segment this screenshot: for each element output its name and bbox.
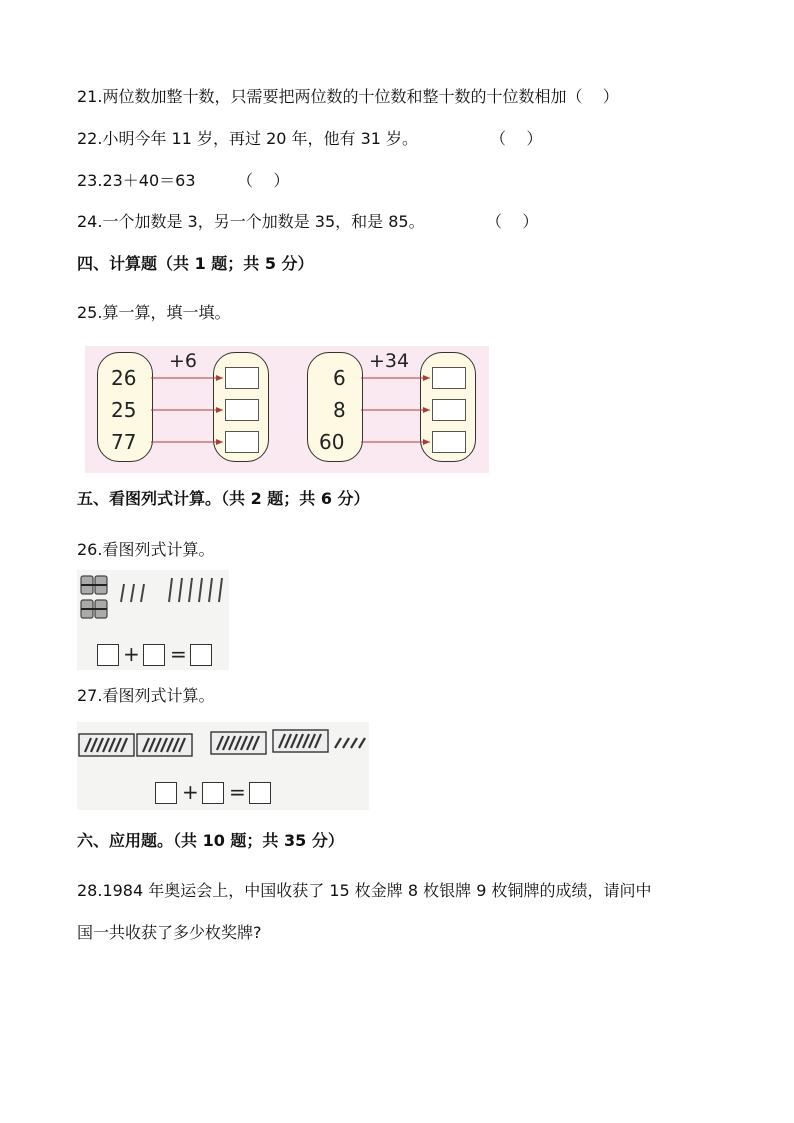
equals-sign: =: [229, 780, 246, 804]
question-21: 21.两位数加整十数，只需要把两位数的十位数和整十数的十位数相加（ ）: [77, 87, 619, 106]
question-22: 22.小明今年 11 岁，再过 20 年，他有 31 岁。: [77, 129, 419, 148]
right-number-2: 8: [333, 398, 346, 422]
question-28-line-2: 国一共收获了多少枚奖牌?: [77, 923, 262, 942]
left-arrows: [151, 378, 223, 442]
question-23: 23.23＋40＝63: [77, 171, 196, 190]
section-6-heading: 六、应用题。（共 10 题；共 35 分）: [77, 831, 344, 850]
boxes-picture: [77, 722, 369, 810]
stick-box-icon: [79, 734, 134, 756]
arrows: [85, 346, 489, 473]
question-25: 25.算一算，填一填。: [77, 303, 231, 322]
single-sticks-icon: [335, 738, 365, 748]
stick-box-icon: [211, 732, 266, 754]
section-4-heading: 四、计算题（共 1 题；共 5 分）: [77, 254, 314, 273]
answer-square-2[interactable]: [202, 782, 224, 804]
right-number-1: 6: [333, 366, 346, 390]
answer-paren-22: （ ）: [490, 129, 543, 148]
stick-box-icon: [273, 730, 328, 752]
stick-bundle-icon: [81, 600, 107, 618]
plus-sign: +: [182, 780, 199, 804]
question-28-line-1: 28.1984 年奥运会上，中国收获了 15 枚金牌 8 枚银牌 9 枚铜牌的成绩，请问中: [77, 881, 652, 900]
bundled-sticks-illustration: [77, 570, 229, 630]
answer-square-1[interactable]: [97, 644, 119, 666]
question-27: 27.看图列式计算。: [77, 686, 215, 705]
answer-square-3[interactable]: [249, 782, 271, 804]
answer-square-1[interactable]: [155, 782, 177, 804]
question-24: 24.一个加数是 3，另一个加数是 35，和是 85。: [77, 212, 425, 231]
answer-square-2[interactable]: [143, 644, 165, 666]
right-arrows: [361, 378, 430, 442]
left-addend: +6: [169, 350, 198, 372]
section-5-heading: 五、看图列式计算。（共 2 题；共 6 分）: [77, 489, 370, 508]
answer-paren-24: （ ）: [486, 212, 539, 231]
sticks-picture: [77, 570, 229, 670]
right-number-3: 60: [319, 430, 345, 454]
equals-sign: =: [170, 642, 187, 666]
single-sticks-icon: [121, 584, 144, 602]
single-sticks-icon: [169, 578, 222, 602]
stick-bundle-icon: [81, 576, 107, 594]
left-number-1: 26: [111, 366, 137, 390]
left-number-2: 25: [111, 398, 137, 422]
stick-box-icon: [137, 734, 192, 756]
calculation-figure: [85, 346, 489, 473]
question-26: 26.看图列式计算。: [77, 540, 215, 559]
plus-sign: +: [123, 642, 140, 666]
boxed-sticks-illustration: [77, 722, 369, 766]
left-number-3: 77: [111, 430, 137, 454]
answer-paren-23: （ ）: [237, 171, 290, 190]
right-addend: +34: [369, 350, 410, 372]
answer-square-3[interactable]: [190, 644, 212, 666]
